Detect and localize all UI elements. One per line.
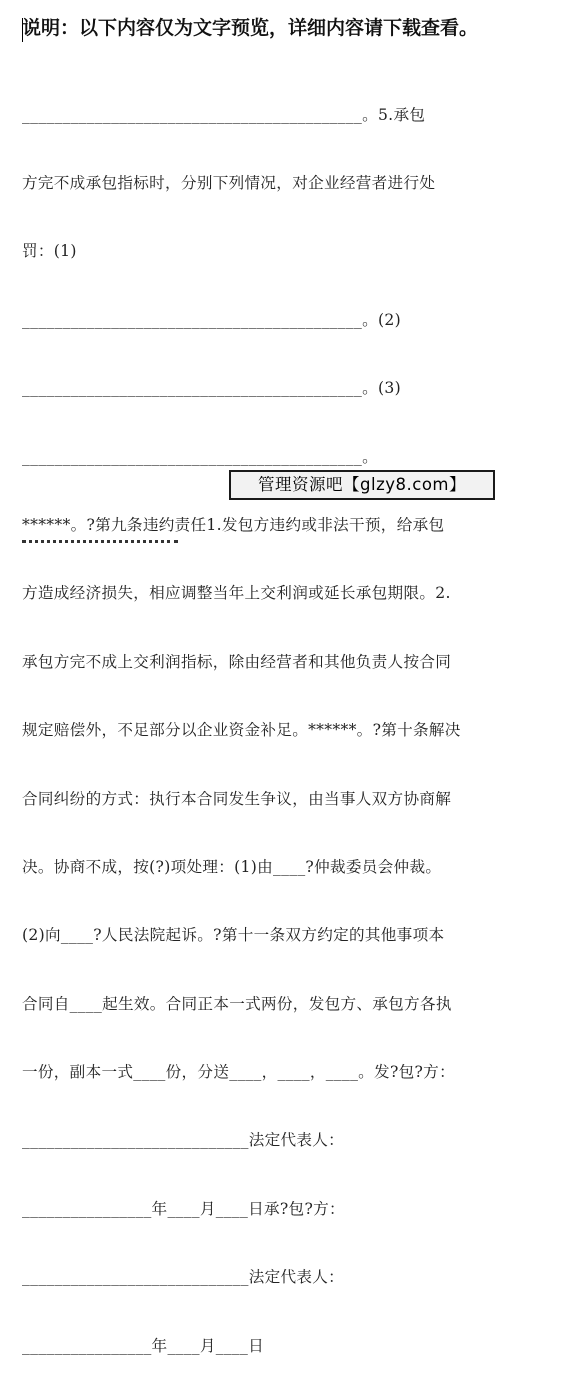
document-line: (2)向____?人民法院起诉。?第十一条双方约定的其他事项本 (22, 926, 445, 945)
document-line: 承包方完不成上交利润指标，除由经营者和其他负责人按合同 (22, 652, 452, 671)
document-line: __________________________________________。(3) (22, 379, 401, 398)
document-line: 方造成经济损失，相应调整当年上交利润或延长承包期限。2. (22, 584, 451, 603)
document-line: 规定赔偿外，不足部分以企业资金补足。******。?第十条解决 (22, 721, 461, 740)
document-line: ____________________________法定代表人： (22, 1268, 345, 1287)
document-line: __________________________________________。 (22, 447, 378, 466)
document-line: ________________年____月____日承?包?方： (22, 1199, 345, 1218)
document-line: __________________________________________。(2) (22, 310, 401, 329)
site-watermark-link[interactable]: 管理资源吧【glzy8.com】 (229, 470, 495, 500)
document-line: 决。协商不成，按(?)项处理：(1)由____?仲裁委员会仲裁。 (22, 857, 442, 876)
document-line: __________________________________________。5.承包 (22, 105, 426, 124)
document-line: ____________________________法定代表人： (22, 1131, 345, 1150)
document-line: 罚：(1) (22, 242, 77, 261)
dotted-separator (22, 540, 178, 543)
document-body (22, 58, 552, 1380)
preview-notice: 说明：以下内容仅为文字预览，详细内容请下载查看。 (22, 17, 479, 39)
document-line: 方完不成承包指标时，分别下列情况，对企业经营者进行处 (22, 173, 436, 192)
document-line: ________________年____月____日 (22, 1336, 265, 1355)
document-line: 合同纠纷的方式：执行本合同发生争议，由当事人双方协商解 (22, 789, 452, 808)
document-line: 合同自____起生效。合同正本一式两份，发包方、承包方各执 (22, 994, 452, 1013)
document-line: 一份，副本一式____份，分送____，____，____。发?包?方： (22, 1063, 455, 1082)
document-line: ******。?第九条违约责任1.发包方违约或非法干预，给承包 (22, 515, 445, 534)
